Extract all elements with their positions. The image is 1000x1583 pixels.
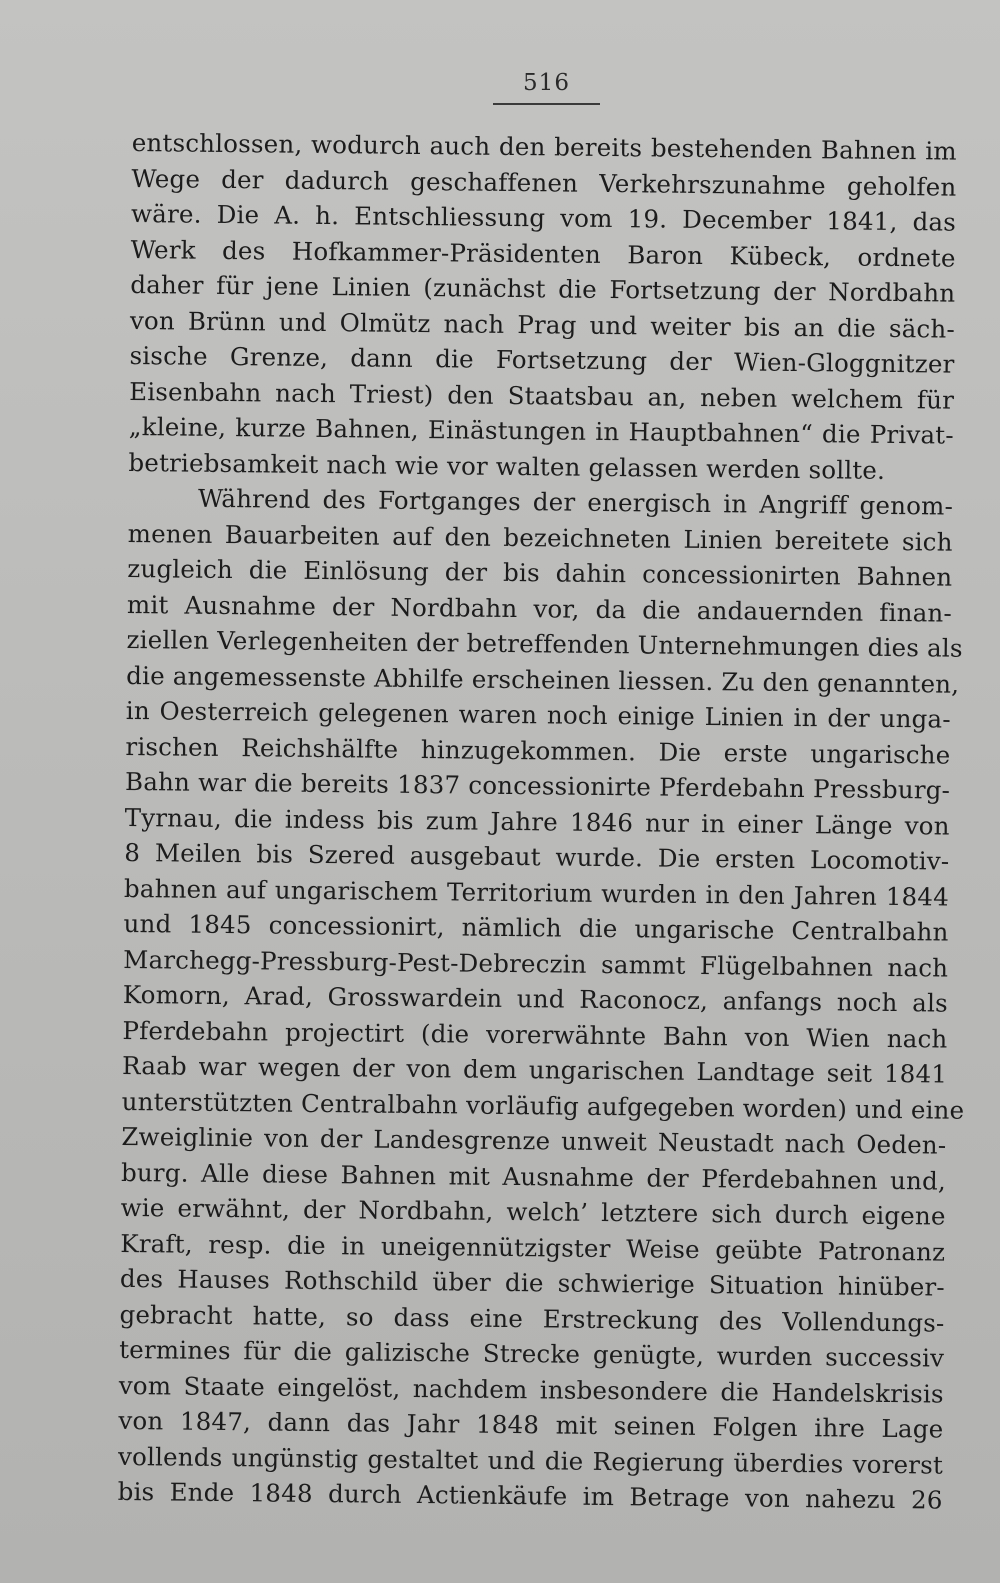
page-number: 516 [523, 70, 570, 96]
text-line: sische Grenze, dann die Fortsetzung der Wien-Gloggnitzer [129, 340, 955, 379]
text-line: in Oesterreich gelegenen waren noch einige Linien in der unga- [125, 695, 951, 734]
text-line: Kraft, resp. die in uneigennützigster Weise geübte Patronanz [120, 1228, 946, 1267]
text-line: bahnen auf ungarischem Territorium wurden in den Jahren 1844 [123, 873, 950, 912]
text-line: entschlossen, wodurch auch den bereits bestehenden Bahnen im [131, 127, 957, 166]
text-line: Zweiglinie von der Landesgrenze unweit Neustadt nach Oeden- [121, 1121, 947, 1160]
text-line: daher für jene Linien (zunächst die Fortsetzung der Nordbahn [130, 269, 956, 308]
text-line: Tyrnau, die indess bis zum Jahre 1846 nur in einer Länge von [124, 802, 950, 841]
text-line: „kleine, kurze Bahnen, Einästungen in Hauptbahnen“ die Privat- [128, 411, 954, 450]
page-number-rule [493, 103, 600, 105]
paragraph-start-line: Während des Fortganges der energisch in Angriff genom- [197, 483, 954, 521]
text-line: Pferdebahn projectirt (die vorerwähnte Bahn von Wien nach [122, 1015, 948, 1054]
paragraph-end-line: betriebsamkeit nach wie vor walten gelassen werden sollte. [128, 447, 886, 485]
text-line: zugleich die Einlösung der bis dahin concessionirten Bahnen [127, 553, 953, 592]
text-line: rischen Reichshälfte hinzugekommen. Die erste ungarische [125, 731, 951, 770]
text-line: 8 Meilen bis Szered ausgebaut wurde. Die ersten Locomotiv- [124, 837, 950, 876]
text-line: termines für die galizische Strecke genügte, wurden successiv [119, 1334, 945, 1373]
text-line: und 1845 concessionirt, nämlich die ungarische Centralbahn [123, 908, 949, 947]
body-text [117, 125, 965, 1518]
text-line: wie erwähnt, der Nordbahn, welch’ letztere sich durch eigene [120, 1192, 946, 1231]
text-line: Komorn, Arad, Grosswardein und Raconocz, anfangs noch als [122, 979, 949, 1018]
text-line: Wege der dadurch geschaffenen Verkehrszunahme geholfen [131, 163, 957, 202]
text-line: unterstützten Centralbahn vorläufig aufgegeben worden) und eine [121, 1086, 965, 1125]
text-line: Werk des Hofkammer-Präsidenten Baron Kübeck, ordnete [130, 234, 956, 273]
text-line: des Hauses Rothschild über die schwierige Situation hinüber- [119, 1263, 946, 1302]
text-line: menen Bauarbeiten auf den bezeichneten Linien bereitete sich [127, 518, 953, 557]
text-line: von Brünn und Olmütz nach Prag und weiter bis an die säch- [129, 305, 956, 344]
text-line: wäre. Die A. h. Entschliessung vom 19. December 1841, das [130, 198, 957, 237]
text-line: bis Ende 1848 durch Actienkäufe im Betrage von nahezu 26 [117, 1476, 943, 1515]
text-line: Raab war wegen der von dem ungarischen Landtage seit 1841 [121, 1050, 948, 1089]
text-line: gebracht hatte, so dass eine Erstreckung des Vollendungs- [119, 1299, 945, 1338]
text-line: mit Ausnahme der Nordbahn vor, da die andauernden finan- [126, 589, 953, 628]
text-line: vollends ungünstig gestaltet und die Regierung überdies vorerst [117, 1441, 944, 1480]
page-number-container [493, 68, 600, 98]
text-line: die angemessenste Abhilfe erscheinen liessen. Zu den genannten, [126, 660, 960, 699]
text-line: Eisenbahn nach Triest) den Staatsbau an, neben welchem für [129, 376, 955, 415]
text-line: von 1847, dann das Jahr 1848 mit seinen Folgen ihre Lage [118, 1405, 944, 1444]
text-line: Bahn war die bereits 1837 concessionirte Pferdebahn Pressburg- [124, 766, 951, 805]
text-line: Marchegg-Pressburg-Pest-Debreczin sammt Flügelbahnen nach [123, 944, 949, 983]
text-line: burg. Alle diese Bahnen mit Ausnahme der Pferdebahnen und, [120, 1157, 947, 1196]
text-line: vom Staate eingelöst, nachdem insbesondere die Handelskrisis [118, 1370, 944, 1409]
text-line: ziellen Verlegenheiten der betreffenden Unternehmungen dies als [126, 624, 963, 663]
